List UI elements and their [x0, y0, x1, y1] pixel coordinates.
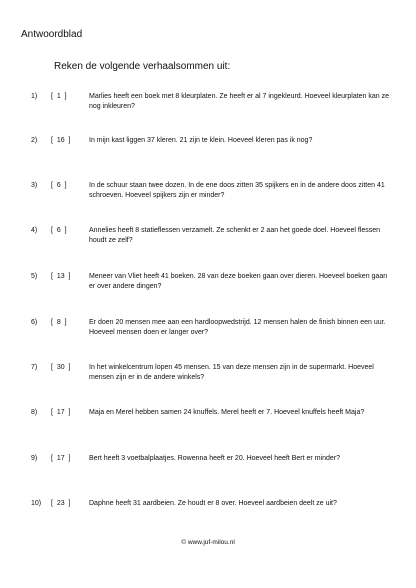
question-text: Marlies heeft een boek met 8 kleurplaten. Ze heeft er al 7 ingekleurd. Hoeveel kleurplaten kan ze nog inkleuren?: [89, 93, 390, 110]
answer-box: [ 6 ]: [51, 182, 67, 189]
copyright-footer: © www.juf-milou.nl: [181, 539, 235, 546]
question-number: 7): [31, 364, 38, 371]
question-number: 8): [31, 409, 38, 416]
question-number: 3): [31, 182, 38, 189]
question-number: 5): [31, 273, 38, 280]
answer-box: [ 30 ]: [51, 364, 71, 371]
answer-box: [ 17 ]: [51, 409, 71, 416]
answer-box: [ 8 ]: [51, 319, 67, 326]
page-header: Antwoordblad: [21, 29, 83, 40]
question-text: Daphne heeft 31 aardbeien. Ze houdt er 8 over. Hoeveel aardbeien deelt ze uit?: [89, 500, 337, 507]
question-number: 6): [31, 319, 38, 326]
question-number: 10): [31, 500, 42, 507]
question-number: 9): [31, 455, 38, 462]
answer-box: [ 1 ]: [51, 93, 67, 100]
question-text: Bert heeft 3 voetbalplaatjes. Rowenna heeft er 20. Hoeveel heeft Bert er minder?: [89, 455, 340, 462]
question-number: 1): [31, 93, 38, 100]
answer-box: [ 16 ]: [51, 137, 71, 144]
question-text: Annelies heeft 8 statieflessen verzamelt. Ze schenkt er 2 aan het goede doel. Hoeveel flessen houdt ze zelf?: [89, 227, 381, 244]
question-text: In het winkelcentrum lopen 45 mensen. 15 van deze mensen zijn in de supermarkt. Hoeveel mensen zijn er in de andere winkels?: [89, 364, 374, 381]
question-number: 4): [31, 227, 38, 234]
question-text: In mijn kast liggen 37 kleren. 21 zijn te klein. Hoeveel kleren pas ik nog?: [89, 137, 313, 144]
question-text: Er doen 20 mensen mee aan een hardloopwedstrijd. 12 mensen halen de finish binnen een uur. Hoeveel mensen doen er langer over?: [89, 319, 386, 336]
question-text: Meneer van Vliet heeft 41 boeken. 28 van deze boeken gaan over dieren. Hoeveel boeken gaan er over andere dingen?: [89, 273, 388, 290]
instructions: Reken de volgende verhaalsommen uit:: [54, 61, 231, 72]
answer-box: [ 6 ]: [51, 227, 67, 234]
question-text: Maja en Merel hebben samen 24 knuffels. Merel heeft er 7. Hoeveel knuffels heeft Maja?: [89, 409, 365, 416]
answer-box: [ 13 ]: [51, 273, 71, 280]
answer-box: [ 17 ]: [51, 455, 71, 462]
question-number: 2): [31, 137, 38, 144]
question-text: In de schuur staan twee dozen. In de ene doos zitten 35 spijkers en in de andere doos zitten 41 schroeven. Hoeveel spijkers zijn er minder?: [89, 182, 385, 199]
answer-box: [ 23 ]: [51, 500, 71, 507]
